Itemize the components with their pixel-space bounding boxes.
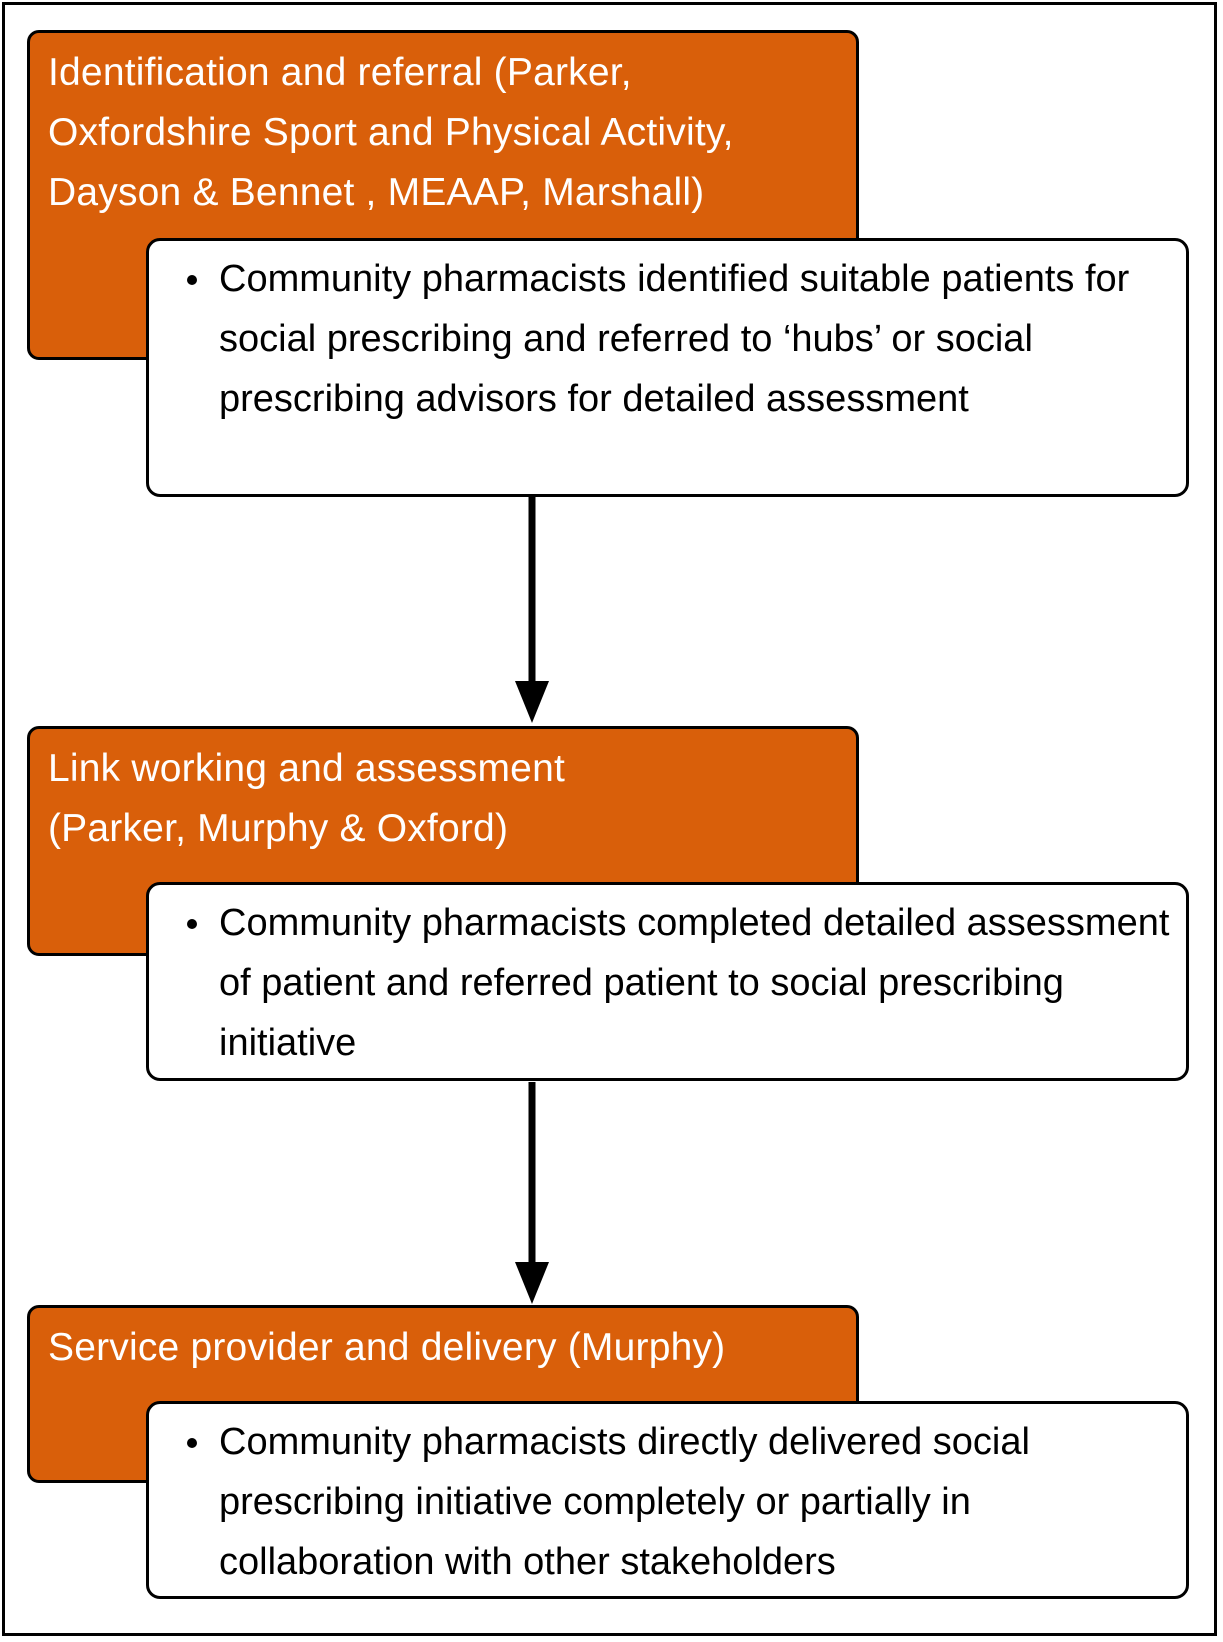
- stage-2-body: [146, 882, 1189, 1081]
- stage-3-title: Service provider and delivery (Murphy): [48, 1326, 726, 1369]
- arrow-2: [512, 1082, 552, 1306]
- stage-2-points: [165, 893, 1170, 1073]
- stage-1-body: [146, 238, 1189, 497]
- stage-1-points: [165, 249, 1170, 429]
- stage-3-body: [146, 1401, 1189, 1599]
- stage-2-point: Community pharmacists completed detailed assessment of patient and referred patient to social prescribing initiative: [165, 893, 1170, 1073]
- stage-2-title: Link working and assessment (Parker, Murphy & Oxford): [48, 747, 565, 850]
- arrow-1: [512, 497, 552, 725]
- stage-3-point: Community pharmacists directly delivered social prescribing initiative completely or partially in collaboration with other stakeholders: [165, 1412, 1170, 1592]
- stage-1-title: Identification and referral (Parker, Oxfordshire Sport and Physical Activity, Dayson & Bennet , MEAAP, Marshall): [48, 51, 734, 214]
- stage-1-point: Community pharmacists identified suitable patients for social prescribing and referred to ‘hubs’ or social prescribing advisors for detailed assessment: [165, 249, 1170, 429]
- stage-3-points: [165, 1412, 1170, 1592]
